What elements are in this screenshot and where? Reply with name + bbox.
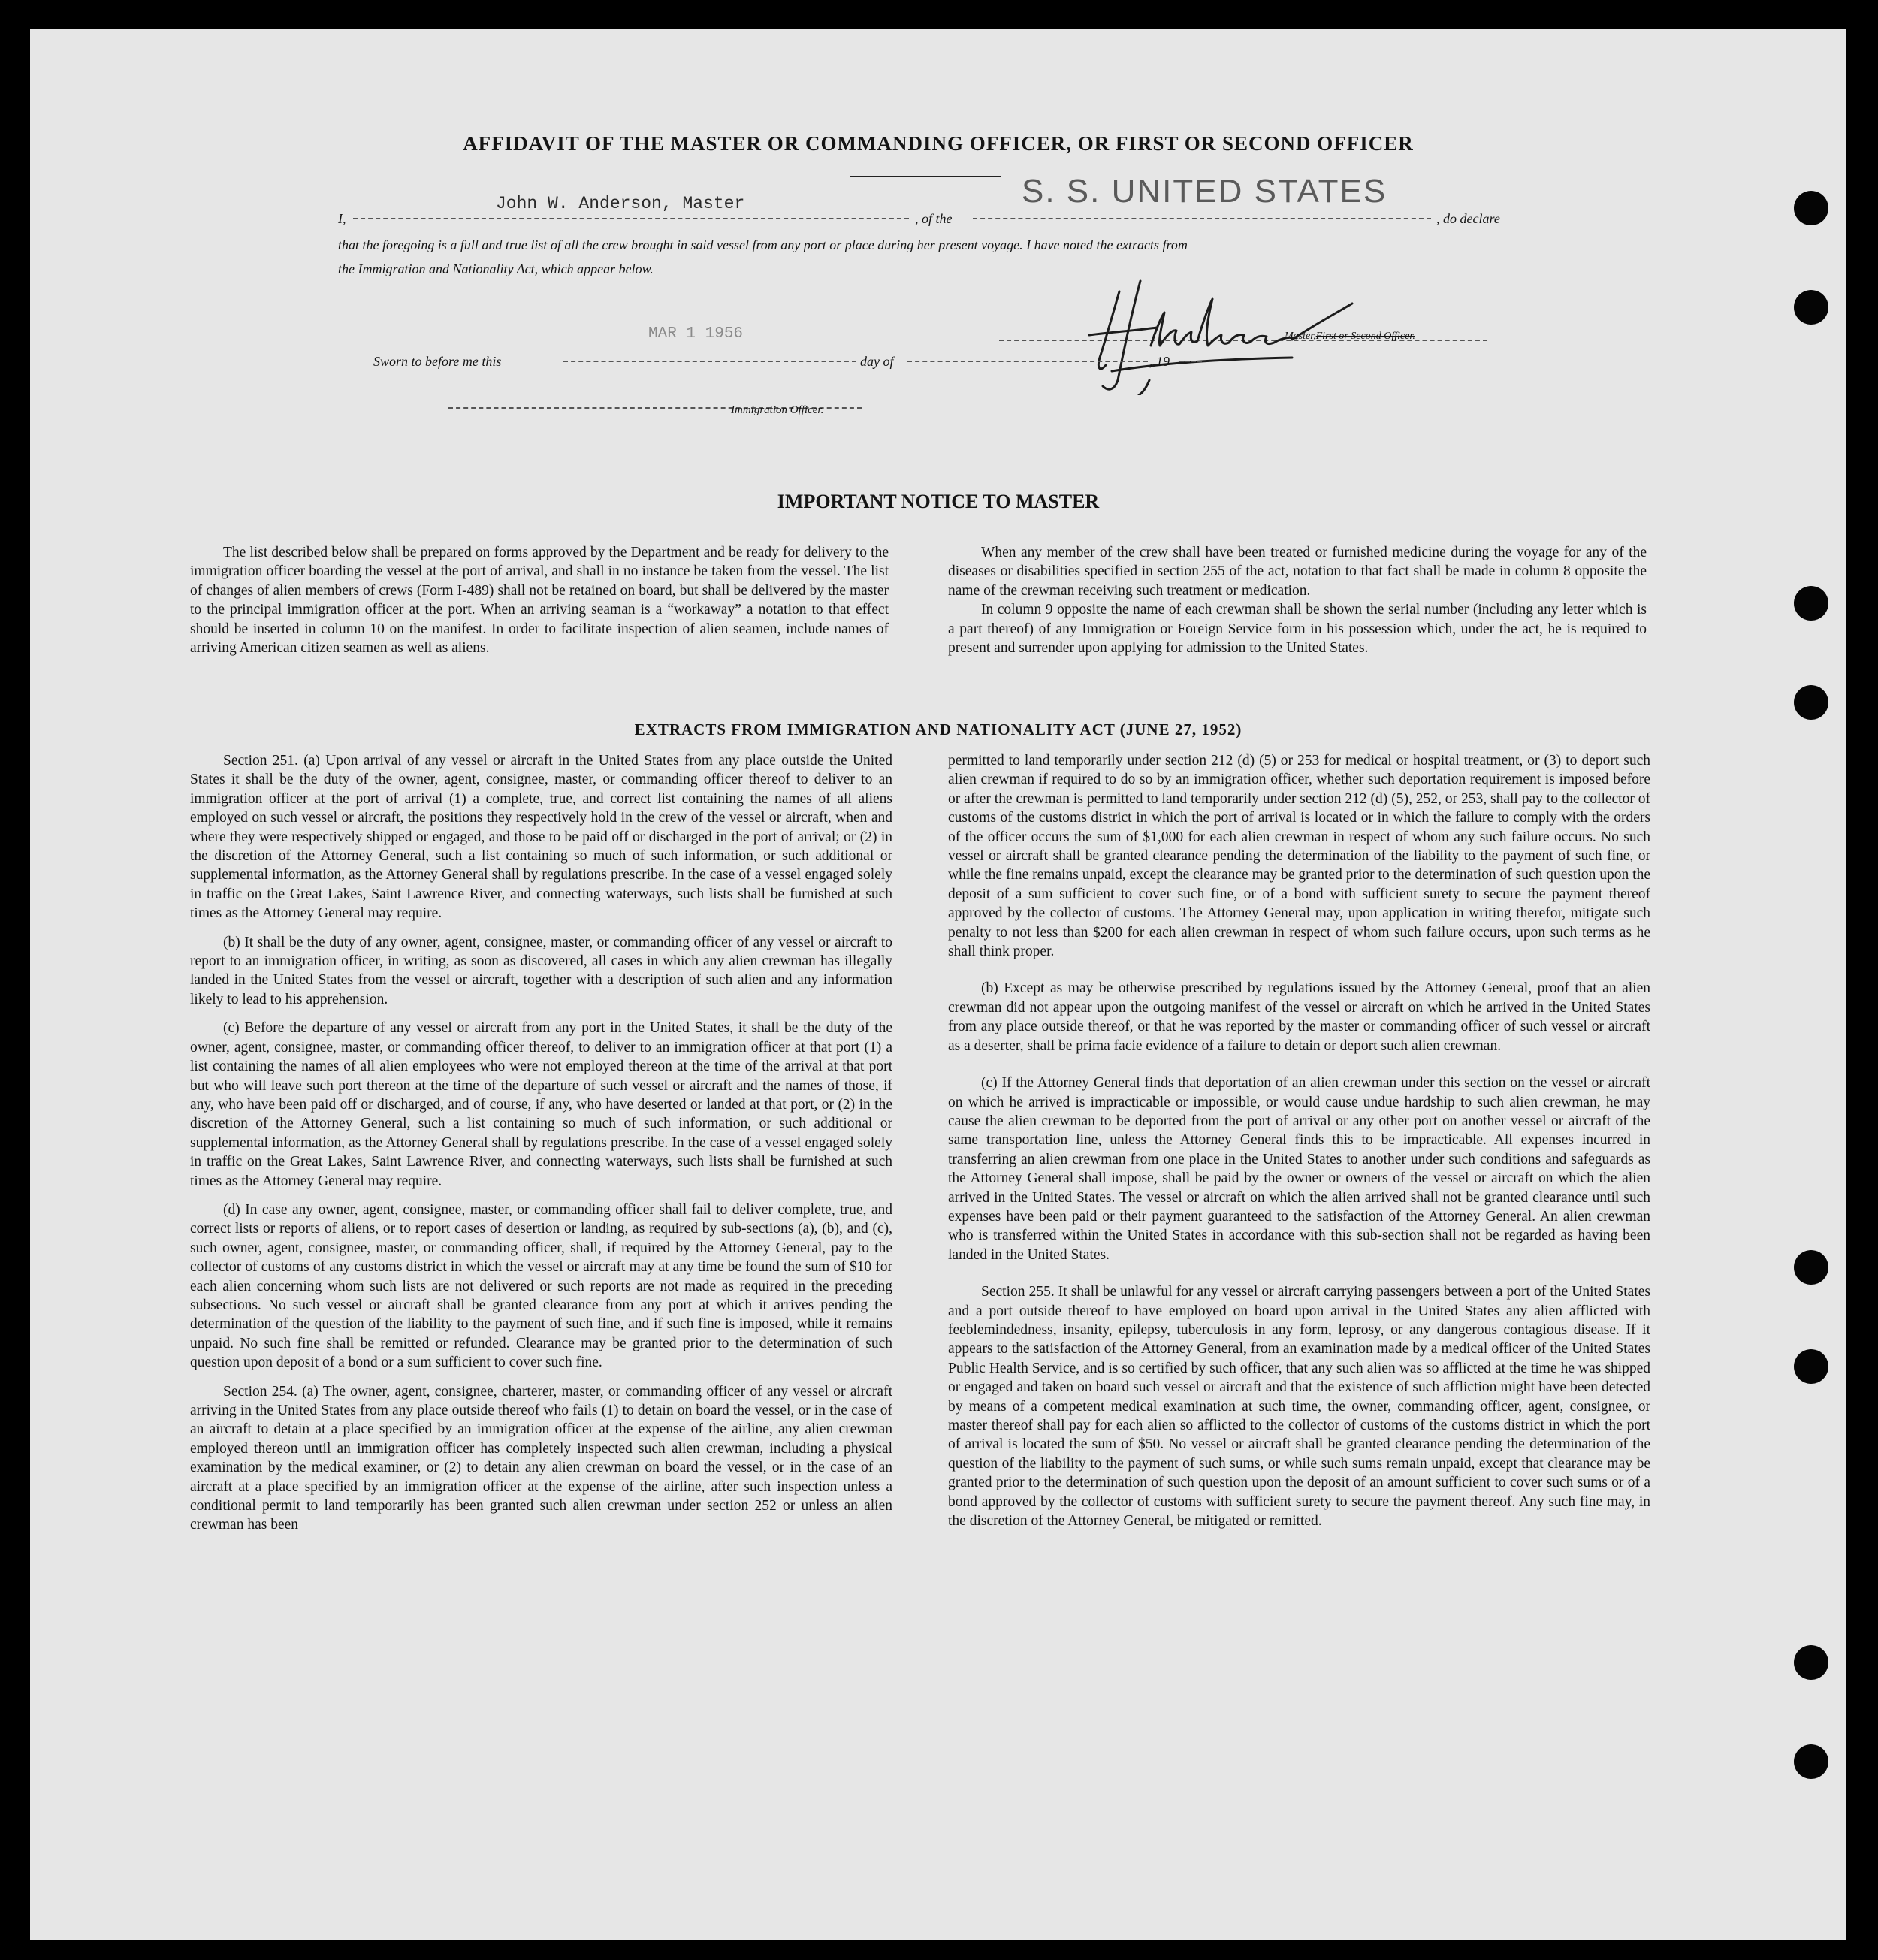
extracts-left-column bbox=[190, 751, 892, 1545]
section-255: Section 255. It shall be unlawful for any vessel or aircraft carrying passengers between a port of the United States and a port outside thereof to have employed on board upon arrival in the United States any alien afflicted with feeblemindedness, insanity, epilepsy, tuberculosis in any form, leprosy, or any dangerous contagious disease. If it appears to the satisfaction of the Attorney General, from an examination made by a medical officer of the United States Public Health Service, and is so certified by such officer, that any such alien was so afflicted at the time he was shipped or engaged and taken on board such vessel or aircraft and that the existence of such affliction might have been detected by means of a competent medical examination at such time, the owner, commanding officer, agent, consignee, or master thereof shall pay for each alien so afflicted to the collector of customs of the customs district in which the port of arrival is located the sum of $50. No vessel or aircraft shall be granted clearance pending the determination of the question of the liability to the payment of such sums, or while such sums remain unpaid, except that clearance may be granted prior to the determination of such question upon the deposit of an amount sufficient to cover such sums or of a bond approved by the collector of customs with sufficient surety to secure the payment thereof. Any such fine may, in the discretion of the Attorney General, be mitigated or remitted. bbox=[948, 1284, 1650, 1530]
notice-right-column bbox=[948, 543, 1647, 667]
vessel-name-stamp: S. S. UNITED STATES bbox=[1022, 173, 1387, 210]
binder-hole bbox=[1794, 685, 1828, 720]
section-251-b: (b) It shall be the duty of any owner, agent, consignee, master, or commanding officer of any vessel or aircraft to report to an immigration officer, in writing, as soon as discovered, all cases in which any alien crewman has illegally landed in the United States from the vessel or aircraft, together with a description of such alien and any information likely to lead to his apprehension. bbox=[190, 934, 892, 1007]
binder-hole bbox=[1794, 586, 1828, 621]
master-name-value: John W. Anderson, Master bbox=[496, 194, 745, 213]
declaration-line-1: that the foregoing is a full and true list of all the crew brought in said vessel from any port or place during her present voyage. I have noted the extracts from bbox=[338, 237, 1188, 252]
section-251-a: Section 251. (a) Upon arrival of any vessel or aircraft in the United States from any place outside the United States it shall be the duty of the owner, agent, consignee, master, or commanding officer thereof to deliver to an immigration officer at the port of arrival (1) a complete, true, and correct list containing the names of all aliens employed on such vessel or aircraft, the positions they respectively hold in the crew of the vessel or aircraft, when and where they were respectively shipped or engaged, and those to be paid off or discharged in the port of arrival; or (2) in the discretion of the Attorney General, such a list containing so much of such information, or such additional or supplemental information, as the Attorney General shall by regulations prescribe. In the case of a vessel engaged solely in traffic on the Great Lakes, Saint Lawrence River, and connecting waterways, such lists shall be furnished at such times as the Attorney General may require. bbox=[190, 753, 892, 922]
notice-title: IMPORTANT NOTICE TO MASTER bbox=[777, 491, 1100, 512]
extracts-title: EXTRACTS FROM IMMIGRATION AND NATIONALITY ACT (JUNE 27, 1952) bbox=[634, 720, 1242, 738]
binder-hole bbox=[1794, 191, 1828, 225]
of-the-label: , of the bbox=[915, 211, 953, 226]
sworn-date-stamp: MAR 1 1956 bbox=[648, 325, 744, 343]
sworn-year-line bbox=[1179, 349, 1202, 362]
section-251-d: (d) In case any owner, agent, consignee, master, or commanding officer shall fail to deliver complete, true, and correct lists or reports of aliens, or to report cases of desertion or landing, as required by sub-sections (a), (b), and (c), such owner, agent, consignee, master, or commanding officer, shall, if required by the Attorney General, pay to the collector of customs of any customs district in which the vessel or aircraft may at any time be found the sum of $10 for each alien concerning whom such lists are not delivered or such reports are not made as required in the preceding subsections. No such vessel or aircraft shall be granted clearance from any port at which it arrives pending the determination of the question of the liability to the payment of such fine, and if such fine is imposed, while it remains unpaid. No such fine shall be remitted or refunded. Clearance may be granted prior to the determination of such question upon deposit of a bond or a sum sufficient to cover such fine. bbox=[190, 1201, 892, 1371]
notice-left-paragraph: The list described below shall be prepared on forms approved by the Department and be ready for delivery to the immigration officer boarding the vessel at the port of arrival, and shall in no instance be taken from the vessel. The list of changes of alien members of crews (Form I-489) shall not be retained on board, but shall be delivered by the master to the principal immigration officer at the port. When an arriving seaman is a “workaway” a notation to that effect should be inserted in column 10 on the manifest. In order to facilitate inspection of alien seamen, include names of arriving American citizen seamen as well as aliens. bbox=[190, 545, 889, 657]
notice-left-column bbox=[190, 543, 889, 667]
officer-label: Immigration Officer. bbox=[731, 404, 824, 416]
binder-hole bbox=[1794, 1744, 1828, 1779]
declaration-line-2: the Immigration and Nationality Act, which appear below. bbox=[338, 261, 654, 276]
notice-right-paragraph-1: When any member of the crew shall have been treated or furnished medicine during the voyage for any of the diseases or disabilities specified in section 255 of the act, notation to that fact shall be made in column 8 opposite the name of the crewman receiving such treatment or medication. bbox=[948, 545, 1647, 599]
affidavit-i-label: I, bbox=[338, 211, 346, 226]
section-254-a: Section 254. (a) The owner, agent, consignee, charterer, master, or commanding officer of any vessel or aircraft arriving in the United States from any place outside thereof who fails (1) to detain on board the vessel, or in the case of an aircraft to detain at a place specified by an immigration officer at the expense of the airline, any alien crewman employed thereon until an immigration officer has completely inspected such alien crewman, including a physical examination by the medical examiner, or (2) to detain any alien crewman on board the vessel, or in the case of an aircraft at a place specified by an immigration officer at the expense of the airline, after such inspection unless a conditional permit to land temporarily has been granted such alien crewman under section 252 or unless an alien crewman has been bbox=[190, 1383, 892, 1533]
year-label: , 19 bbox=[1149, 354, 1170, 369]
sworn-month-line bbox=[907, 349, 1148, 362]
binder-hole bbox=[1794, 1349, 1828, 1384]
title-rule bbox=[850, 176, 1001, 177]
do-declare-label: , do declare bbox=[1436, 211, 1500, 226]
sworn-day-line bbox=[563, 349, 856, 362]
day-of-label: day of bbox=[860, 354, 894, 369]
binder-hole bbox=[1794, 1645, 1828, 1680]
sworn-label: Sworn to before me this bbox=[373, 354, 502, 369]
section-254-c: (c) If the Attorney General finds that deportation of an alien crewman under this section on the vessel or aircraft on which he arrived is impracticable or impossible, or would cause undue hardship to such alien crewman, he may cause the alien crewman to be deported from the port of arrival or any other port on another vessel or aircraft of the same transportation line, unless the Attorney General finds this to be impracticable. All expenses incurred in transferring an alien crewman from one place in the United States to another under such conditions and safeguards as the Attorney General shall impose, shall be paid by the owner or owners of the vessel or aircraft on which the alien arrived in the United States. The vessel or aircraft on which the alien arrived shall not be granted clearance until such expenses have been paid or their payment guaranteed to the satisfaction of the Attorney General. An alien crewman who is transferred within the United States in accordance with this sub-section shall not be regarded as having been landed in the United States. bbox=[948, 1075, 1650, 1263]
document-page bbox=[30, 29, 1846, 1940]
master-title-label: Master,First or Second Officer. bbox=[1285, 331, 1415, 342]
notice-right-paragraph-2: In column 9 opposite the name of each crewman shall be shown the serial number (including any letter which is a part thereof) of any Immigration or Foreign Service form in his possession which, under the act, he is required to present and surrender upon applying for admission to the United States. bbox=[948, 602, 1647, 657]
section-251-c: (c) Before the departure of any vessel or aircraft from any port in the United States, it shall be the duty of the owner, agent, consignee, master, or commanding officer thereof, to deliver to an immigration officer at that port (1) a list containing the names of all alien employees who were not employed thereon at the time of the arrival at that port but who will leave such port thereon at the time of the departure of such vessel or aircraft and the names of those, if any, who have been paid off or discharged, and of course, if any, who have deserted or landed at that port, or (2) in the discretion of the Attorney General, such a list containing so much of such information, or such additional or supplemental information, as the Attorney General shall by regulations prescribe. In the case of a vessel engaged solely in traffic on the Great Lakes, Saint Lawrence River, and connecting waterways, such lists shall be furnished at such times as the Attorney General may require. bbox=[190, 1020, 892, 1189]
affidavit-title: AFFIDAVIT OF THE MASTER OR COMMANDING OFFICER, OR FIRST OR SECOND OFFICER bbox=[463, 132, 1414, 155]
section-254-b: (b) Except as may be otherwise prescribed by regulations issued by the Attorney General, proof that an alien crewman did not appear upon the outgoing manifest of the vessel or aircraft on which he arrived in the United States from any place outside thereof, or that he was reported by the master or commanding officer of such vessel or aircraft as a deserter, shall be prima facie evidence of a failure to detain or deport such alien crewman. bbox=[948, 980, 1650, 1054]
binder-hole bbox=[1794, 1250, 1828, 1285]
extracts-right-column bbox=[948, 751, 1650, 1540]
section-254-a-continued: permitted to land temporarily under section 212 (d) (5) or 253 for medical or hospital treatment, or (3) to deport such alien crewman if required to do so by an immigration officer, whether such deportation requirement is imposed before or after the crewman is permitted to land temporarily under section 212 (d) (5), 252, or 253, shall pay to the collector of customs of the customs district in which the port of arrival is located or in which the failure to comply with the orders of the officer occurs the sum of $1,000 for each alien crewman in respect of whom any such failure occurs. No such vessel or aircraft shall be granted clearance pending the determination of the liability to the payment of such fine, or while the fine remains unpaid, except the clearance may be granted prior to the determination of such question upon the deposit of a sum sufficient to cover such fine, or of a bond with sufficient surety to secure the payment thereof approved by the collector of customs. The Attorney General may, upon application in writing therefor, mitigate such penalty to not less than $200 for each alien crewman in respect of whom such failure occurs, upon such terms as he shall think proper. bbox=[948, 753, 1650, 960]
binder-hole bbox=[1794, 290, 1828, 325]
